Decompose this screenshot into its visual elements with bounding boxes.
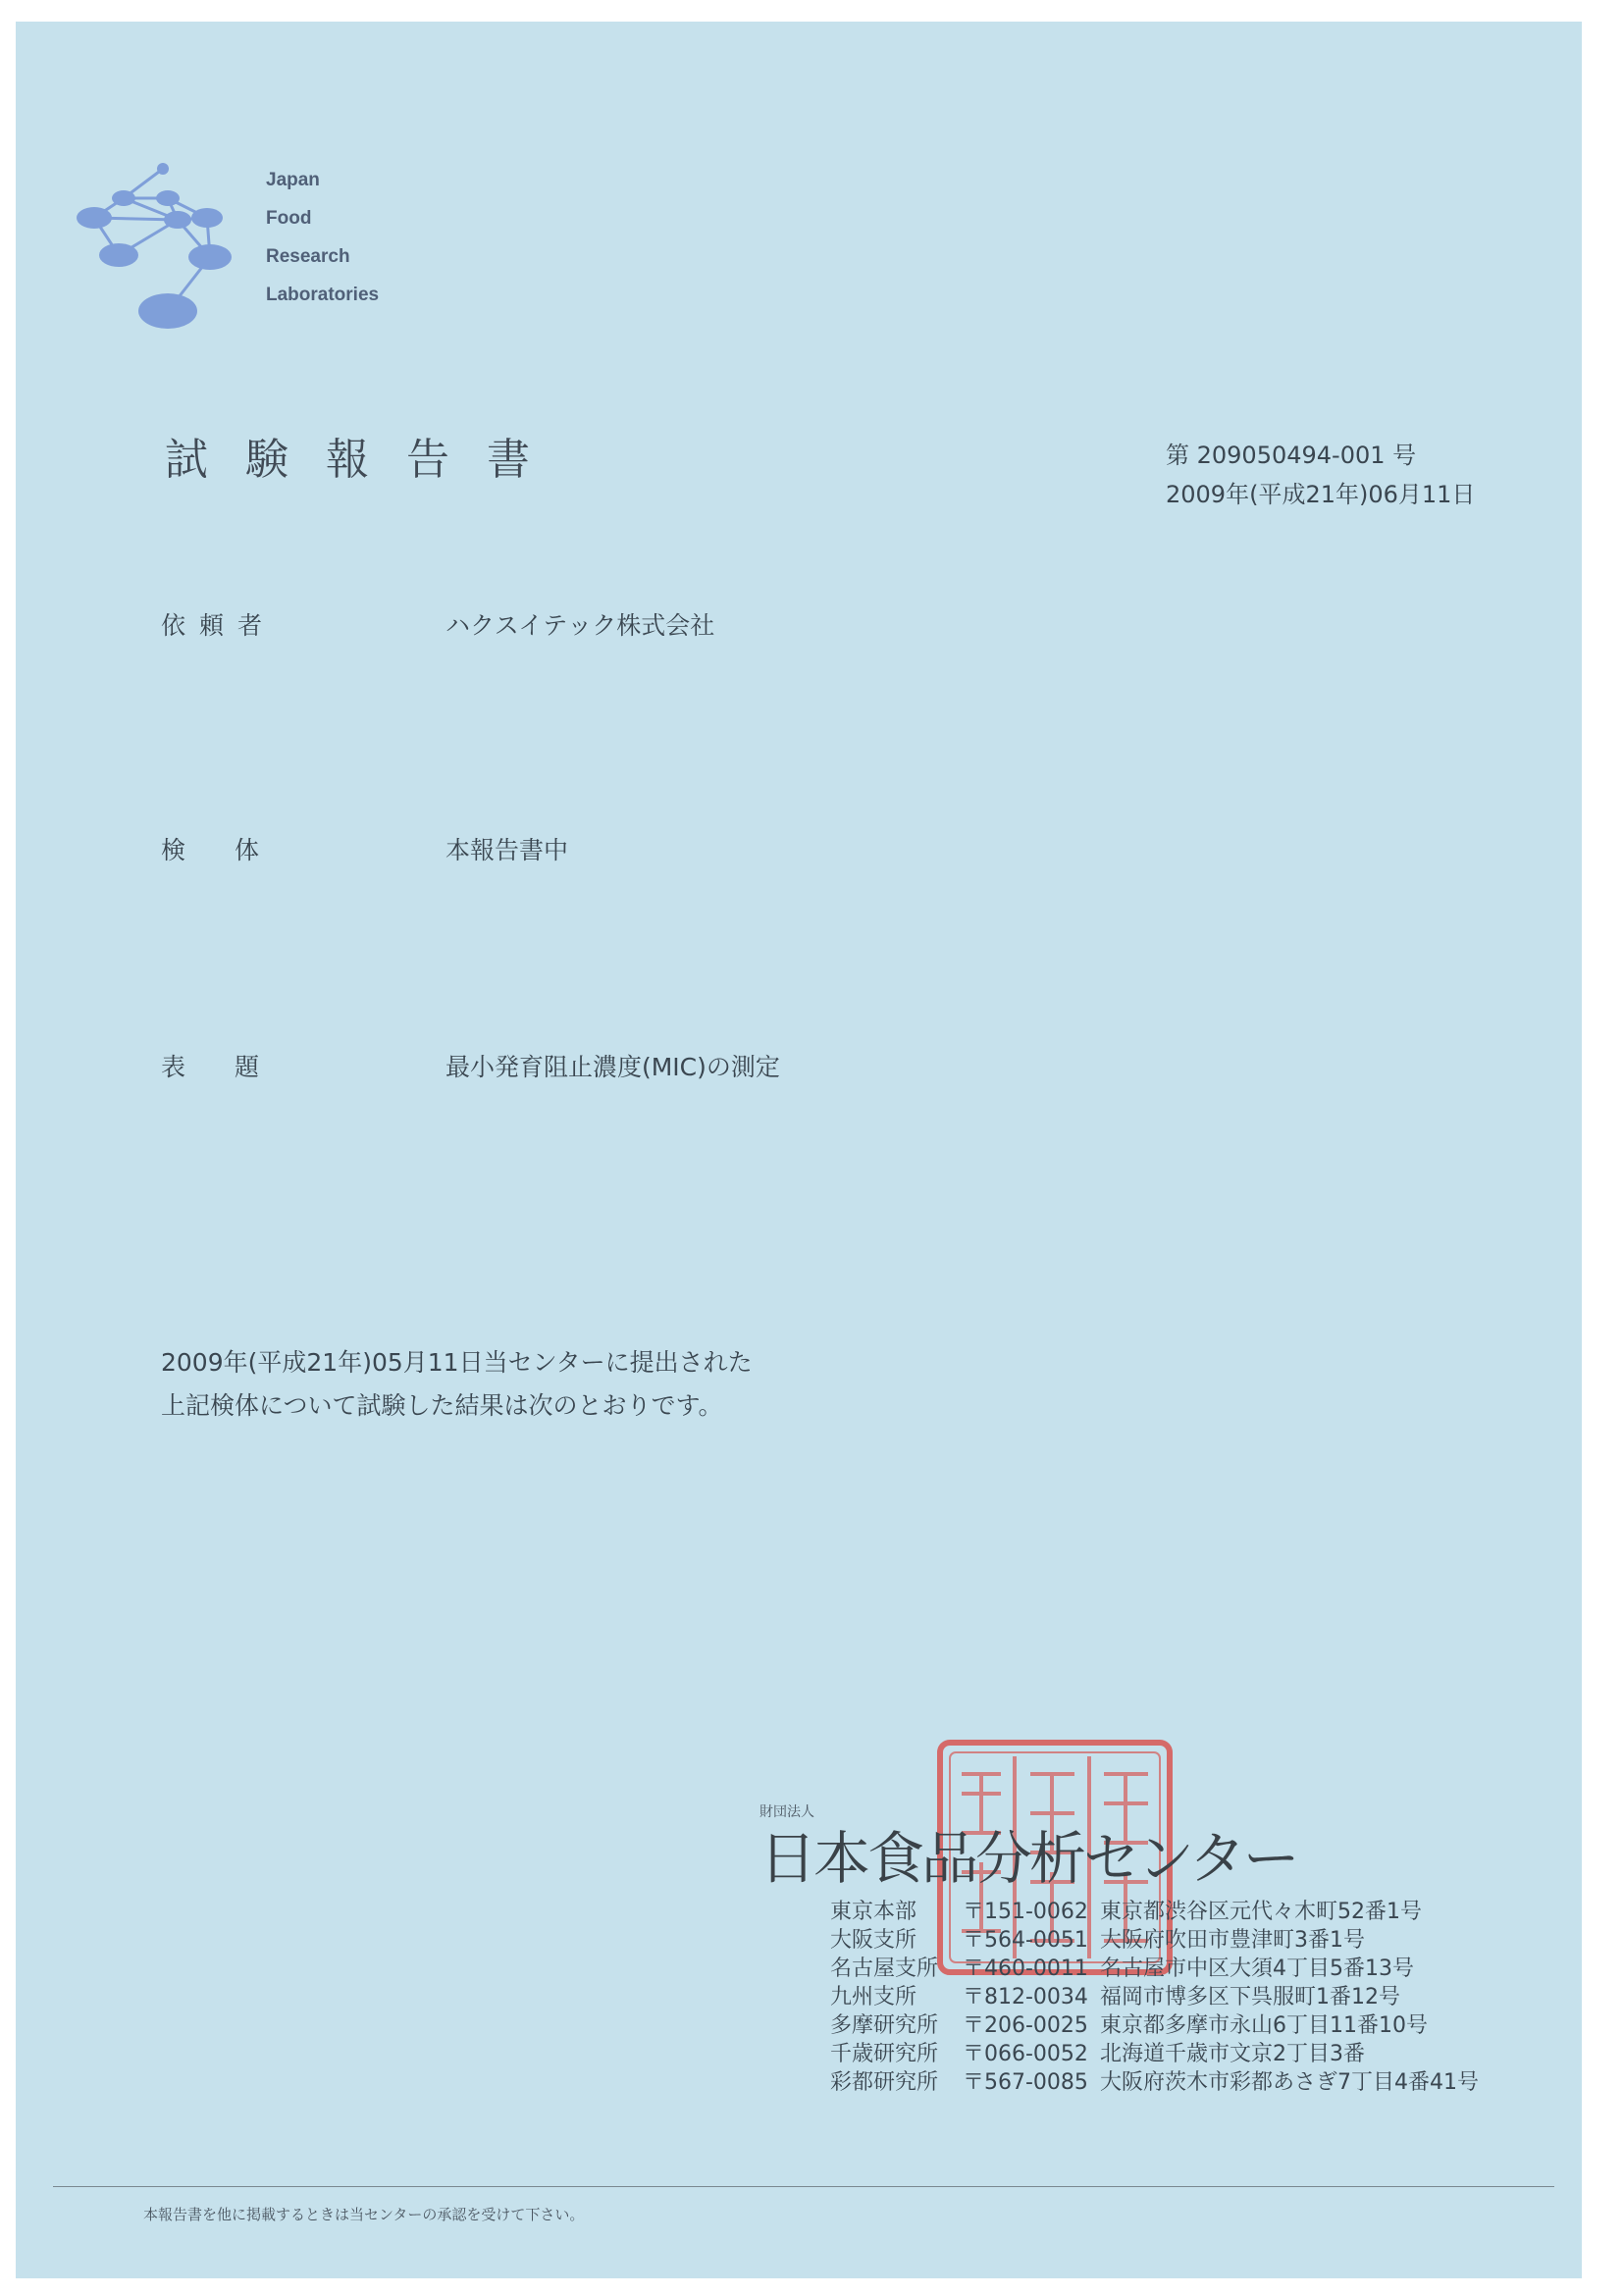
office-address: 東京都多摩市永山6丁目11番10号 [1100, 2013, 1428, 2038]
subject-field [161, 1048, 780, 1083]
office-address: 北海道千歳市文京2丁目3番 [1100, 2042, 1365, 2066]
logo-line-research: Research [266, 246, 350, 267]
intro-line-2: 上記検体について試験した結果は次のとおりです。 [161, 1391, 723, 1420]
sample-value: 本報告書中 [445, 836, 568, 864]
office-address: 名古屋市中区大須4丁目5番13号 [1100, 1957, 1414, 1981]
office-name: 大阪支所 [830, 1928, 917, 1953]
office-list [830, 1898, 1479, 2097]
office-name: 東京本部 [830, 1900, 917, 1924]
requester-value: ハクスイテック株式会社 [445, 611, 715, 640]
office-name: 名古屋支所 [830, 1957, 939, 1981]
office-row [830, 1898, 1479, 1926]
office-address: 福岡市博多区下呉服町1番12号 [1100, 1985, 1400, 2009]
office-address: 大阪府茨木市彩都あさぎ7丁目4番41号 [1100, 2070, 1479, 2095]
report-number: 第 209050494-001 号 [1166, 442, 1417, 469]
logo-line-japan: Japan [266, 170, 320, 190]
organization-name: 日本食品分析センター [759, 1825, 1297, 1892]
office-name: 千歳研究所 [830, 2042, 939, 2066]
office-zip: 〒564-0051 [963, 1928, 1088, 1953]
report-date: 2009年(平成21年)06月11日 [1166, 481, 1476, 508]
requester-field [161, 606, 714, 642]
office-zip: 〒567-0085 [963, 2070, 1088, 2095]
intro-line-1: 2009年(平成21年)05月11日当センターに提出された [161, 1348, 753, 1377]
office-row [830, 1955, 1479, 1983]
logo-text [266, 161, 379, 314]
office-zip: 〒066-0052 [963, 2042, 1088, 2066]
intro-text [161, 1341, 753, 1428]
office-zip: 〒812-0034 [963, 1985, 1088, 2009]
subject-label: 表題 [161, 1053, 309, 1081]
office-zip: 〒206-0025 [963, 2013, 1088, 2038]
organization-prefix: 財団法人 [759, 1804, 814, 1820]
office-address: 大阪府吹田市豊津町3番1号 [1100, 1928, 1365, 1953]
jfrl-logo-icon [45, 130, 290, 355]
logo-line-laboratories: Laboratories [266, 285, 380, 305]
sample-field [161, 831, 568, 866]
sample-label: 検体 [161, 836, 309, 864]
office-row [830, 2040, 1479, 2068]
office-row [830, 1983, 1479, 2011]
office-row [830, 2011, 1479, 2040]
logo-line-food: Food [266, 208, 312, 229]
office-name: 多摩研究所 [830, 2013, 939, 2038]
footer-divider [53, 2186, 1554, 2187]
report-reference [1166, 436, 1475, 514]
office-row [830, 1926, 1479, 1955]
office-row [830, 2068, 1479, 2097]
office-zip: 〒151-0062 [963, 1900, 1088, 1924]
office-address: 東京都渋谷区元代々木町52番1号 [1100, 1900, 1422, 1924]
office-zip: 〒460-0011 [963, 1957, 1088, 1981]
footer-notice: 本報告書を他に掲載するときは当センターの承認を受けて下さい。 [143, 2206, 585, 2223]
document-title: 試験報告書 [165, 435, 567, 485]
requester-label: 依頼者 [161, 611, 277, 640]
subject-value: 最小発育阻止濃度(MIC)の測定 [445, 1053, 780, 1081]
office-name: 九州支所 [830, 1985, 917, 2009]
office-name: 彩都研究所 [830, 2070, 939, 2095]
report-sheet [16, 22, 1582, 2278]
